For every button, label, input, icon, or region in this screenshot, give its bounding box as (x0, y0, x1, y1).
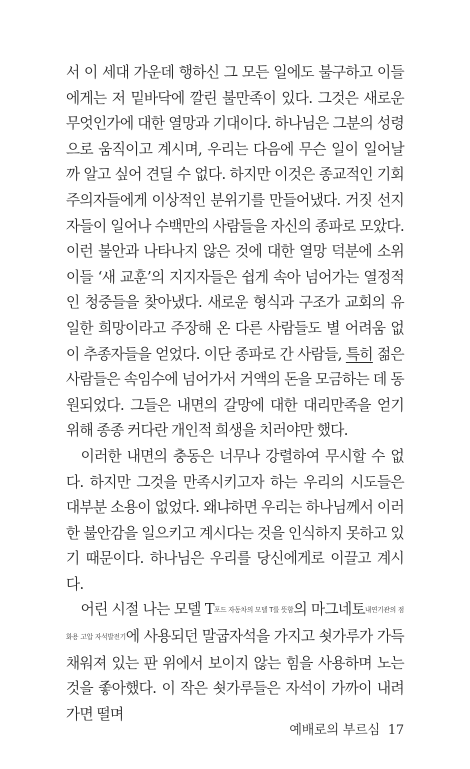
underlined-word: 특히 (345, 345, 373, 363)
footnote-gloss-model-t: 포드 자동차의 모델 T를 뜻함 (214, 606, 294, 615)
paragraph-1-part-1: 서 이 세대 가운데 행하신 그 모든 일에도 불구하고 이들에게는 저 밑바닥에 깔린 불만족이 있다. 그것은 새로운 무엇인가에 대한 열망과 기대이다. 하나님은 그분의 성령으로 움직이고 계시며, 우리는 다음에 무슨 일이 일어날까 알고 싶어 견딜 수 없다. 하지만 이것은 종교적인 기회주의자들에게 이상적인 분위기를 만들어냈다. 거짓 선지자들이 일어나 수백만의 사람들을 자신의 종파로 모았다. 이런 불안과 나타나지 않은 것에 대한 열망 덕분에 소위 이들 ‘새 교훈’의 지지자들은 쉽게 속아 넘어가는 열정적인 청중들을 찾아냈다. 새로운 형식과 구조가 교회의 유일한 희망이라고 주장해 온 다른 사람들도 별 어려움 없이 추종자들을 얻었다. 이단 종파로 간 사람들, (66, 64, 404, 363)
paragraph-3-part-2: 의 마그네토 (293, 601, 366, 619)
running-footer-book-title: 예배로의 부르심 (289, 723, 380, 738)
paragraph-3-part-3: 에 사용되던 말굽자석을 가지고 쇳가루가 가득 채워져 있는 판 위에서 보이지 않는 힘을 사용하며 노는 것을 좋아했다. 이 작은 쇳가루들은 자석이 가까이 내려가면 떨며 (66, 628, 404, 723)
paragraph-1 (66, 60, 404, 444)
paragraph-2: 이러한 내면의 충동은 너무나 강렬하여 무시할 수 없다. 하지만 그것을 만족시키고자 하는 우리의 시도들은 대부분 소용이 없었다. 왜냐하면 우리는 하나님께서 이러한 불안감을 일으키고 계시다는 것을 인식하지 못하고 있기 때문이다. 하나님은 우리를 당신에게로 이끌고 계시다. (66, 447, 404, 593)
paragraph-1-part-2: 젊은 사람들은 속임수에 넘어가서 거액의 돈을 모금하는 데 동원되었다. 그들은 내면의 갈망에 대한 대리만족을 얻기 위해 종종 커다란 개인적 희생을 치러야만 했다. (66, 345, 404, 440)
page-footer (289, 719, 404, 738)
page-number: 17 (387, 723, 404, 738)
paragraph-3-part-1: 어린 시절 나는 모델 T (80, 601, 215, 619)
footnote-gloss-magneto: 내연기관의 점화용 고압 자석발전기 (66, 606, 404, 642)
paragraph-3 (66, 597, 404, 727)
body-text (66, 60, 404, 727)
